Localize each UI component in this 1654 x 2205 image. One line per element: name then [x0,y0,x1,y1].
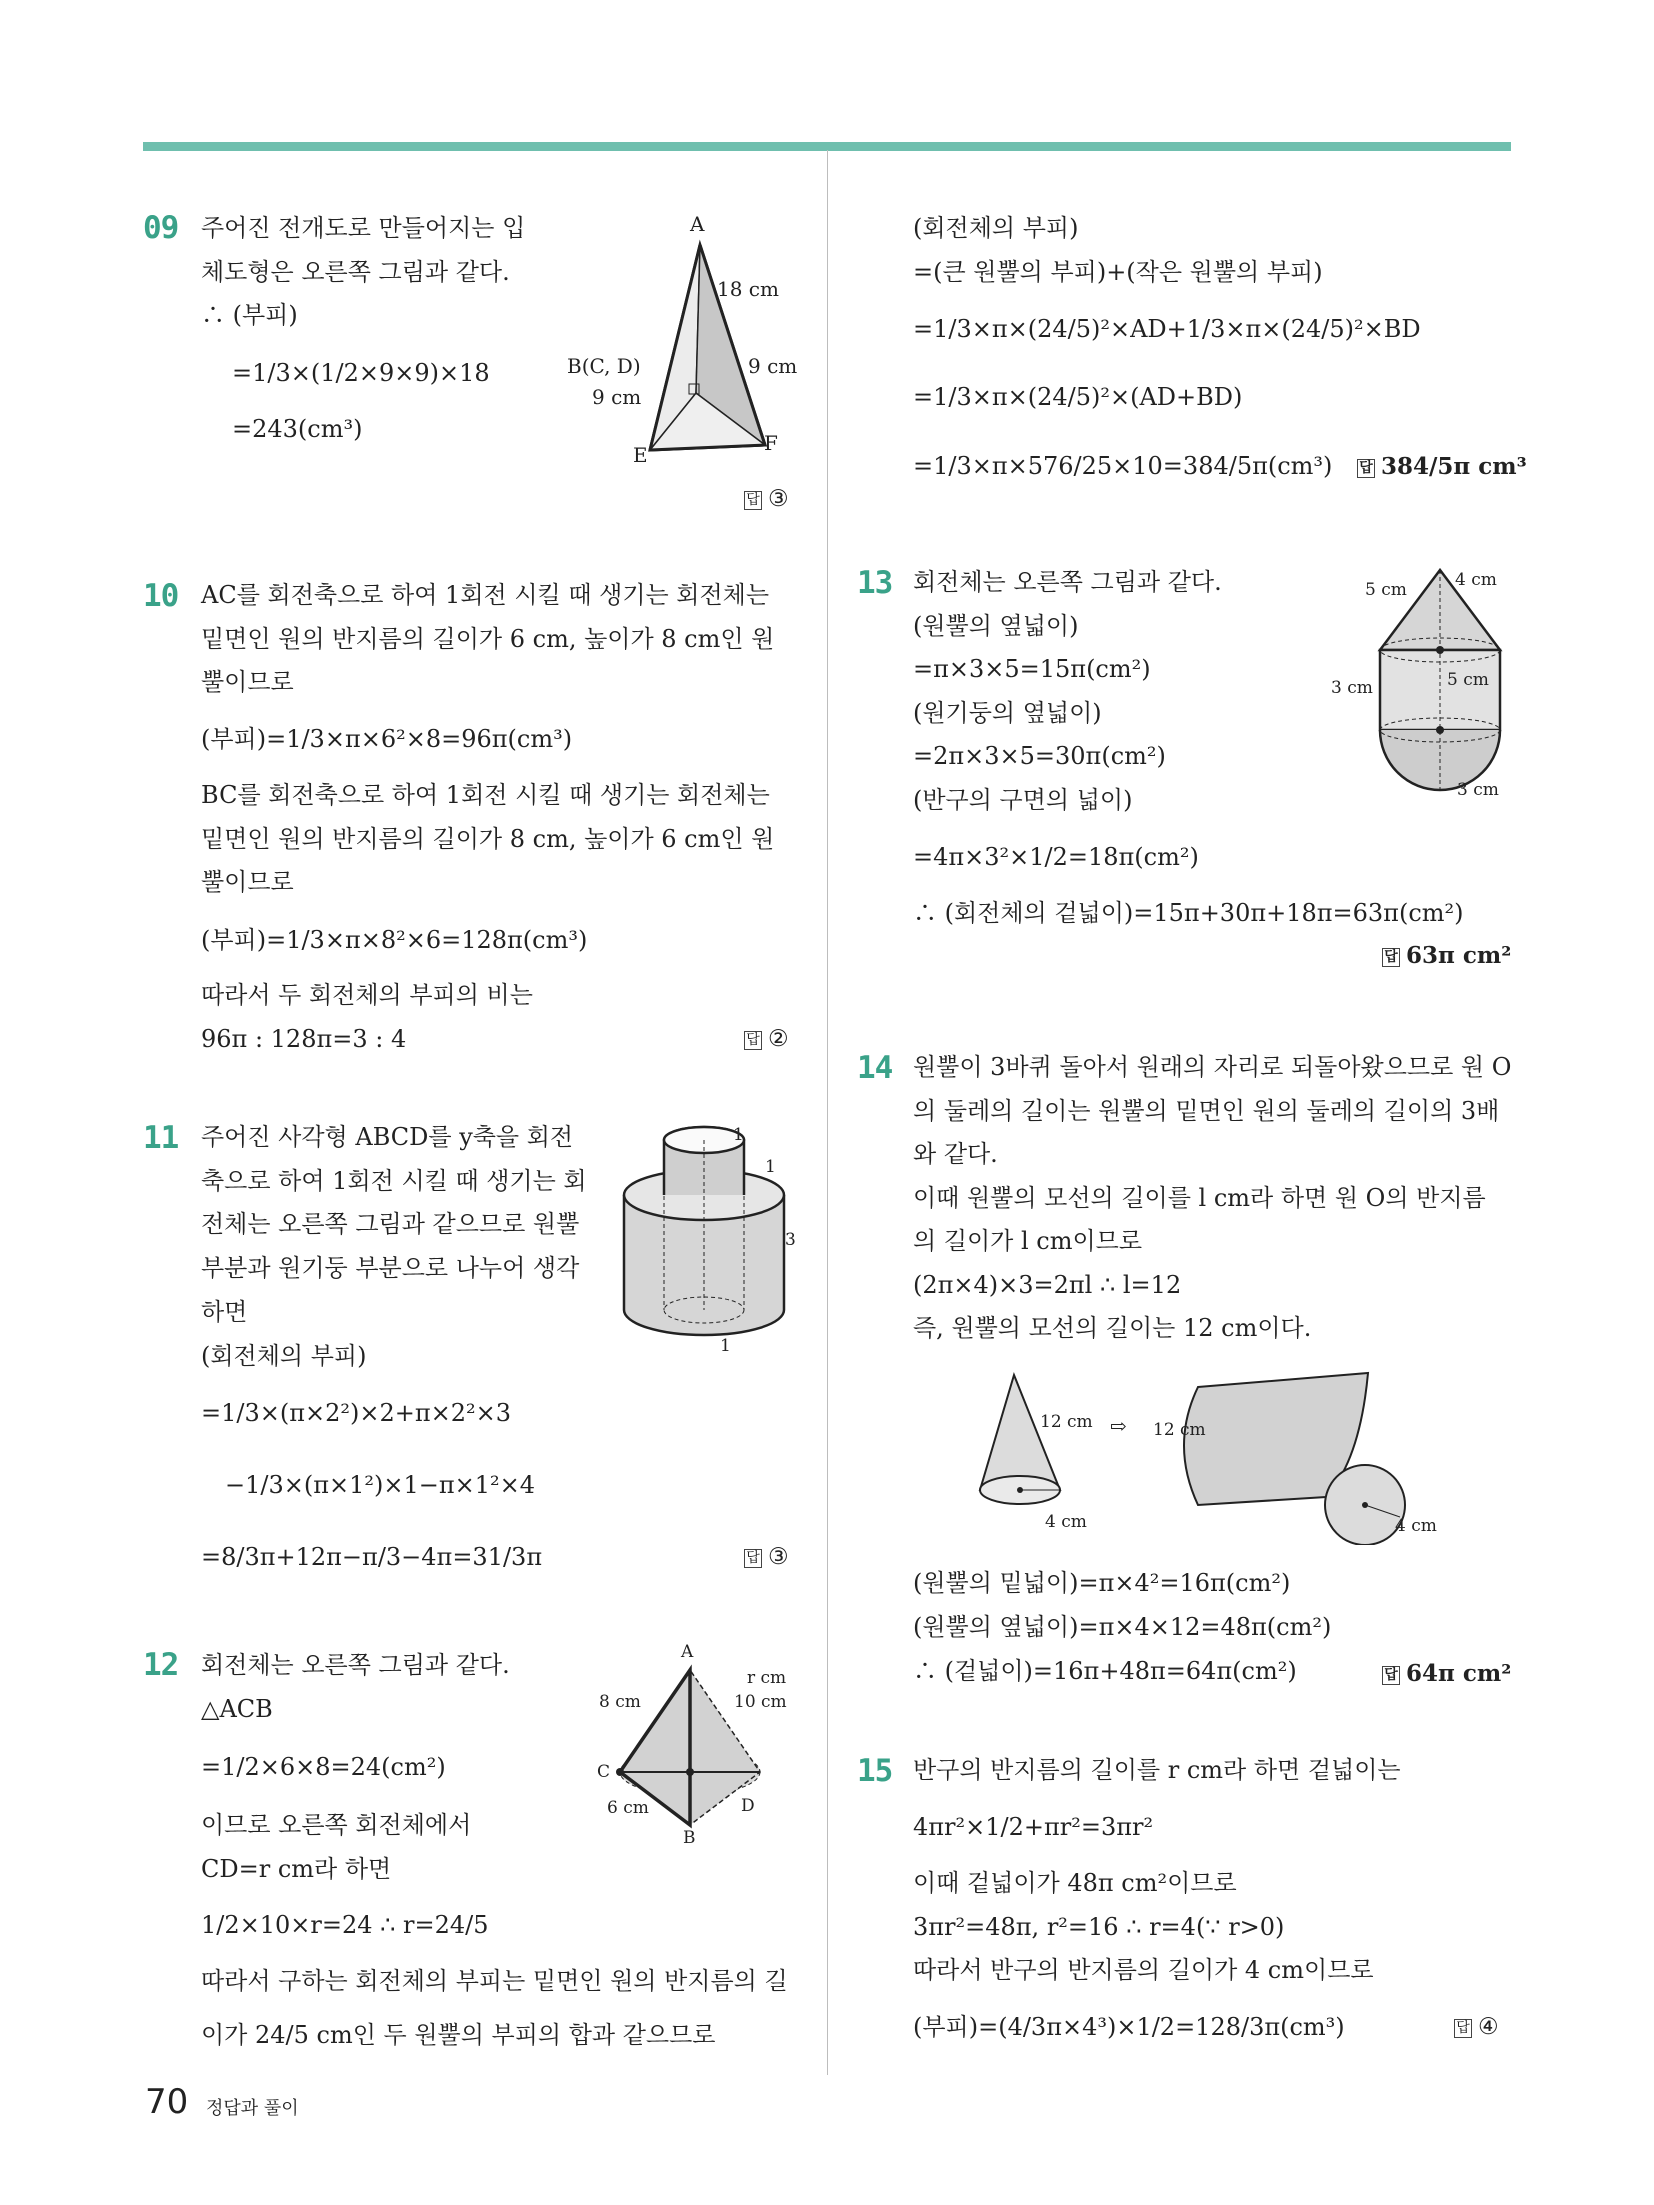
answer-mark [744,1544,789,1570]
equation: (부피)=1/3×π×8²×6=128π(cm³) [201,926,588,954]
equation: (원뿔의 옆넓이)=π×4×12=48π(cm²) [913,1613,1332,1641]
equation: =4π×3²×1/2=18π(cm²) [913,843,1199,871]
problem-text: (회전체의 부피) [201,1342,367,1370]
problem-number: 10 [143,578,179,614]
problem-text: 밑면인 원의 반지름의 길이가 8 cm, 높이가 6 cm인 원 [201,825,775,853]
problem-number: 15 [857,1753,893,1789]
dimension-label: 5 cm [1365,580,1407,600]
cylinder-figure [610,1115,810,1345]
dimension-label: 4 cm [1455,570,1497,590]
dimension-label: 4 cm [1395,1516,1437,1536]
vertex-label: A [690,212,705,236]
problem-number: 14 [857,1050,893,1086]
edge-length-label: 9 cm [748,354,798,378]
problem-text: 회전체는 오른쪽 그림과 같다. [201,1651,510,1679]
answer-value: ④ [1478,2014,1499,2040]
answer-mark [1357,453,1527,480]
edge-length-label: 18 cm [717,277,779,301]
problem-text: 이므로 오른쪽 회전체에서 [201,1811,472,1839]
answer-icon: 답 [1454,2019,1472,2038]
answer-value: 64π cm² [1406,1660,1512,1687]
answer-icon: 답 [744,1031,762,1050]
equation: 4πr²×1/2+πr²=3πr² [913,1813,1154,1841]
problem-text: 따라서 두 회전체의 부피의 비는 [201,981,533,1009]
equation: (부피)=1/3×π×6²×8=96π(cm³) [201,725,573,753]
problem-text: 와 같다. [913,1140,998,1168]
vertex-label: F [764,431,778,455]
answer-mark [1382,942,1511,969]
equation: 96π : 128π=3 : 4 [201,1025,407,1053]
problem-text: 즉, 원뿔의 모선의 길이는 12 cm이다. [913,1314,1312,1342]
cone-net-figure [960,1365,1420,1545]
dimension-label: r cm [747,1668,787,1688]
dimension-label: 12 cm [1153,1420,1206,1440]
answer-mark [1454,2014,1499,2040]
problem-text: 의 길이가 l cm이므로 [913,1227,1143,1255]
vertex-label: E [633,443,648,467]
problem-text: 하면 [201,1298,248,1326]
problem-text: 부분과 원기둥 부분으로 나누어 생각 [201,1254,580,1282]
answer-mark [744,486,789,512]
dimension-label: 10 cm [734,1692,787,1712]
dimension-label: 1 [720,1336,731,1356]
dimension-label: 3 cm [1331,678,1373,698]
equation: =1/3×(π×2²)×2+π×2²×3 [201,1399,511,1427]
answer-icon: 답 [744,1549,762,1568]
problem-text: (회전체의 부피) [913,214,1079,242]
problem-text: (원기둥의 옆넓이) [913,699,1102,727]
vertex-label: C [597,1762,611,1782]
dimension-label: 1 [765,1157,776,1177]
equation: =1/3×π×576/25×10=384/5π(cm³) [913,452,1333,480]
problem-text: CD=r cm라 하면 [201,1855,392,1883]
problem-text: ∴ (부피) [201,301,298,329]
problem-text: 이때 겉넓이가 48π cm²이므로 [913,1869,1237,1897]
problem-text: (반구의 구면의 넓이) [913,786,1133,814]
problem-number: 12 [143,1647,179,1683]
arrow-icon: ⇨ [1110,1414,1127,1438]
equation: 1/2×10×r=24 ∴ r=24/5 [201,1911,489,1939]
problem-text: 반구의 반지름의 길이를 r cm라 하면 겉넓이는 [913,1756,1401,1784]
problem-text: 이때 원뿔의 모선의 길이를 l cm라 하면 원 O의 반지름 [913,1184,1486,1212]
equation: =1/2×6×8=24(cm²) [201,1753,446,1781]
vertex-label: B(C, D) [567,354,641,378]
equation: =1/3×π×(24/5)²×AD+1/3×π×(24/5)²×BD [913,315,1421,343]
answer-value: ③ [768,486,789,512]
problem-text: 뿔이므로 [201,668,294,696]
answer-icon: 답 [1357,459,1375,478]
vertex-label: A [681,1642,694,1662]
equation: =2π×3×5=30π(cm²) [913,742,1166,770]
dimension-label: 6 cm [607,1798,649,1818]
equation: ∴ (회전체의 겉넓이)=15π+30π+18π=63π(cm²) [913,899,1464,927]
double-cone-figure [600,1650,820,1850]
equation: =(큰 원뿔의 부피)+(작은 원뿔의 부피) [913,258,1323,286]
answer-value: ② [768,1026,789,1052]
answer-icon: 답 [744,491,762,510]
column-divider [827,150,828,2075]
problem-text: 밑면인 원의 반지름의 길이가 6 cm, 높이가 8 cm인 원 [201,625,775,653]
equation: =8/3π+12π−π/3−4π=31/3π [201,1543,543,1571]
vertex-label: D [741,1796,755,1816]
problem-number: 11 [143,1120,179,1156]
vertex-label: B [683,1828,696,1848]
problem-text: 따라서 구하는 회전체의 부피는 밑면인 원의 반지름의 길 [201,1967,788,1995]
dimension-label: 3 [785,1230,796,1250]
dimension-label: 5 cm [1447,670,1489,690]
footer-label: 정답과 풀이 [206,2098,299,2119]
problem-text: △ACB [201,1695,273,1723]
problem-text: 의 둘레의 길이는 원뿔의 밑면인 원의 둘레의 길이의 3배 [913,1097,1500,1125]
equation: ∴ (겉넓이)=16π+48π=64π(cm²) [913,1657,1297,1685]
problem-text: 뿔이므로 [201,868,294,896]
equation: =1/3×π×(24/5)²×(AD+BD) [913,383,1243,411]
problem-text: 축으로 하여 1회전 시킬 때 생기는 회 [201,1167,587,1195]
answer-value: 63π cm² [1406,942,1512,969]
problem-text: AC를 회전축으로 하여 1회전 시킬 때 생기는 회전체는 [201,581,770,609]
answer-value: ③ [768,1544,789,1570]
equation: −1/3×(π×1²)×1−π×1²×4 [225,1471,535,1499]
problem-text: 주어진 사각형 ABCD를 y축을 회전 [201,1123,574,1151]
problem-text: 체도형은 오른쪽 그림과 같다. [201,258,510,286]
problem-text: (원뿔의 옆넓이) [913,612,1079,640]
answer-mark [1382,1660,1511,1687]
equation: (원뿔의 밑넓이)=π×4²=16π(cm²) [913,1569,1291,1597]
dimension-label: 1 [733,1125,744,1145]
page-number: 70 [145,2082,189,2122]
equation: =243(cm³) [232,415,363,443]
dimension-label: 8 cm [599,1692,641,1712]
dimension-label: 12 cm [1040,1412,1093,1432]
pyramid-figure [560,210,820,470]
dimension-label: 4 cm [1045,1512,1087,1532]
equation: =1/3×(1/2×9×9)×18 [232,359,490,387]
answer-value: 384/5π cm³ [1381,453,1527,480]
dimension-label: 3 cm [1457,780,1499,800]
equation: (2π×4)×3=2πl ∴ l=12 [913,1271,1182,1299]
problem-text: 따라서 반구의 반지름의 길이가 4 cm이므로 [913,1956,1374,1984]
problem-number: 13 [857,565,893,601]
problem-text: 회전체는 오른쪽 그림과 같다. [913,568,1222,596]
problem-number: 09 [143,210,179,246]
edge-length-label: 9 cm [592,385,642,409]
problem-text: 이가 24/5 cm인 두 원뿔의 부피의 합과 같으므로 [201,2021,716,2049]
problem-text: 주어진 전개도로 만들어지는 입 [201,214,526,242]
answer-icon: 답 [1382,1666,1400,1685]
equation: =π×3×5=15π(cm²) [913,655,1151,683]
problem-text: 전체는 오른쪽 그림과 같으므로 원뿔 [201,1210,580,1238]
answer-icon: 답 [1382,948,1400,967]
equation: 3πr²=48π, r²=16 ∴ r=4(∵ r>0) [913,1913,1285,1941]
equation: (부피)=(4/3π×4³)×1/2=128/3π(cm³) [913,2013,1345,2041]
answer-mark [744,1026,789,1052]
problem-text: 원뿔이 3바퀴 돌아서 원래의 자리로 되돌아왔으므로 원 O [913,1053,1512,1081]
problem-text: BC를 회전축으로 하여 1회전 시킬 때 생기는 회전체는 [201,781,770,809]
